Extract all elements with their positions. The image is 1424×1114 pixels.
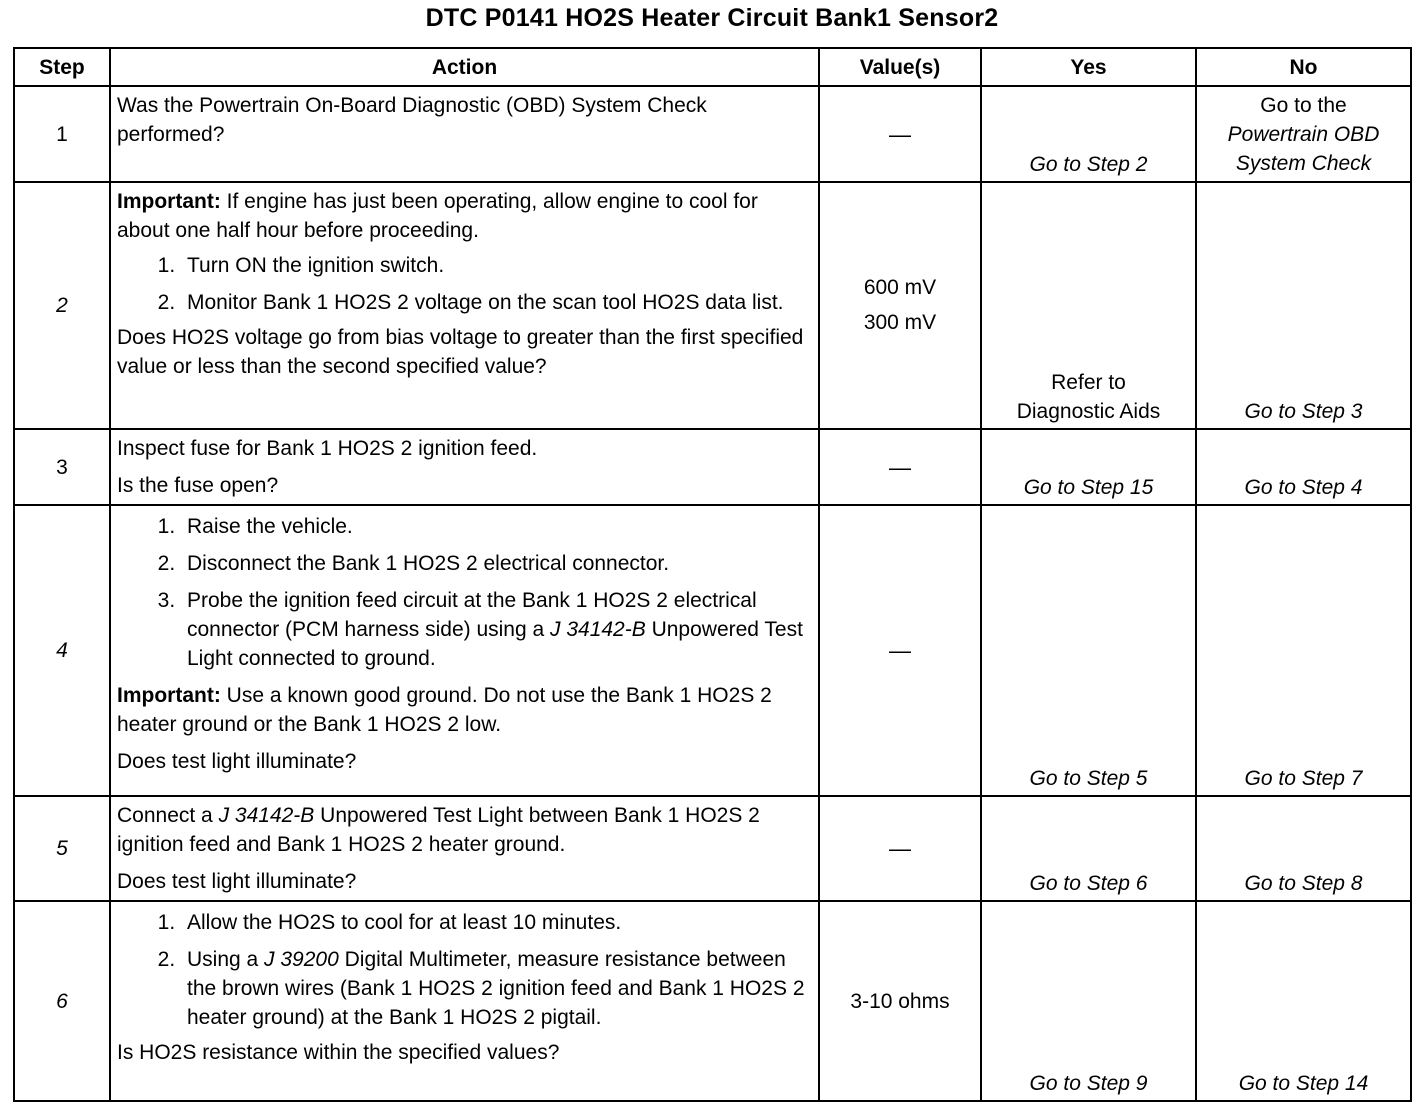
step-number: 6 (14, 901, 110, 1101)
value-cell: — (819, 505, 981, 796)
no-text: Go to the (1260, 93, 1347, 117)
action-cell (110, 505, 819, 796)
action-cell (110, 901, 819, 1101)
table-row (14, 796, 1411, 901)
question-text: Does test light illuminate? (117, 870, 357, 893)
header-no: No (1196, 48, 1411, 86)
yes-link[interactable]: Go to Step 15 (1023, 476, 1154, 499)
no-link[interactable]: Go to Step 3 (1244, 400, 1363, 423)
value-second: 300 mV (863, 310, 937, 334)
no-link[interactable]: Go to Step 14 (1238, 1072, 1369, 1095)
no-link[interactable]: Go to Step 4 (1244, 476, 1363, 499)
table-row (14, 429, 1411, 505)
table-row (14, 505, 1411, 796)
step-number: 5 (14, 796, 110, 901)
no-cell[interactable] (1196, 86, 1411, 182)
header-values: Value(s) (819, 48, 981, 86)
question-text: Is the fuse open? (117, 474, 279, 497)
yes-link[interactable]: Refer to Diagnostic Aids (1016, 371, 1161, 423)
list-item: 2. Monitor Bank 1 HO2S 2 voltage on the scan tool HO2S data list. (181, 288, 810, 317)
no-cell[interactable] (1196, 429, 1411, 505)
question-text: Does test light illuminate? (117, 750, 357, 773)
yes-link[interactable]: Go to Step 9 (1029, 1072, 1148, 1095)
step-number: 4 (14, 505, 110, 796)
question-text: Does HO2S voltage go from bias voltage to greater than the first specified value or less than the second specified value? (117, 326, 804, 378)
no-cell[interactable] (1196, 796, 1411, 901)
table-row (14, 901, 1411, 1101)
important-text: Use a known good ground. Do not use the Bank 1 HO2S 2 heater ground or the Bank 1 HO2S 2 low. (117, 684, 772, 736)
header-row (14, 48, 1411, 86)
yes-cell[interactable] (981, 429, 1196, 505)
action-text: Inspect fuse for Bank 1 HO2S 2 ignition feed. (117, 437, 538, 460)
tool-name: J 34142-B (550, 618, 646, 641)
list-item: 1. Turn ON the ignition switch. (181, 251, 810, 280)
list-item: 1. Allow the HO2S to cool for at least 10 minutes. (181, 908, 810, 937)
step-number: 1 (14, 86, 110, 182)
table-row (14, 86, 1411, 182)
yes-link[interactable]: Go to Step 6 (1029, 872, 1148, 895)
no-cell[interactable] (1196, 182, 1411, 429)
yes-cell[interactable] (981, 796, 1196, 901)
question-text: Is HO2S resistance within the specified values? (117, 1041, 560, 1064)
diagnostic-table (13, 47, 1412, 1102)
header-step: Step (14, 48, 110, 86)
value-cell: — (819, 86, 981, 182)
yes-link[interactable]: Go to Step 2 (1029, 153, 1148, 176)
yes-cell[interactable] (981, 901, 1196, 1101)
table-row (14, 182, 1411, 429)
value-first: 600 mV (863, 275, 937, 299)
list-item: 1. Raise the vehicle. (181, 512, 810, 541)
value-cell: — (819, 429, 981, 505)
header-yes: Yes (981, 48, 1196, 86)
yes-cell[interactable] (981, 86, 1196, 182)
list-item: 2. Using a J 39200 Digital Multimeter, measure resistance between the brown wires (Bank 1 HO2S 2 ignition feed and Bank 1 HO2S 2 heater ground) at the Bank 1 HO2S 2 pigtail. (181, 945, 810, 1032)
list-item: 3. Probe the ignition feed circuit at the Bank 1 HO2S 2 electrical connector (PCM harness side) using a J 34142-B Unpowered Test Light connected to ground. (181, 586, 810, 673)
page-title: DTC P0141 HO2S Heater Circuit Bank1 Sensor2 (425, 4, 999, 32)
action-cell: Connect a J 34142-B Unpowered Test Light between Bank 1 HO2S 2 ignition feed and Bank 1 HO2S 2 heater ground. Does test light illuminate? (110, 796, 819, 901)
no-link[interactable]: Go to Step 7 (1244, 767, 1363, 790)
value-cell: — (819, 796, 981, 901)
yes-link[interactable]: Go to Step 5 (1029, 767, 1148, 790)
action-text: Was the Powertrain On-Board Diagnostic (OBD) System Check performed? (117, 94, 707, 146)
value-cell (819, 182, 981, 429)
action-cell (110, 86, 819, 182)
list-item: 2. Disconnect the Bank 1 HO2S 2 electrical connector. (181, 549, 810, 578)
yes-cell[interactable] (981, 182, 1196, 429)
action-cell (110, 182, 819, 429)
tool-name: J 39200 (264, 948, 339, 971)
header-action: Action (110, 48, 819, 86)
no-link[interactable]: Powertrain OBD System Check (1227, 122, 1380, 175)
tool-name: J 34142-B (218, 804, 315, 827)
important-label: Important: (117, 190, 221, 213)
important-label: Important: (117, 684, 221, 707)
important-text: If engine has just been operating, allow engine to cool for about one half hour before proceeding. (117, 190, 758, 242)
action-cell (110, 429, 819, 505)
yes-cell[interactable] (981, 505, 1196, 796)
no-link[interactable]: Go to Step 8 (1244, 872, 1363, 895)
step-number: 2 (14, 182, 110, 429)
no-cell[interactable] (1196, 901, 1411, 1101)
step-number: 3 (14, 429, 110, 505)
no-cell[interactable] (1196, 505, 1411, 796)
value-cell: 3-10 ohms (819, 901, 981, 1101)
